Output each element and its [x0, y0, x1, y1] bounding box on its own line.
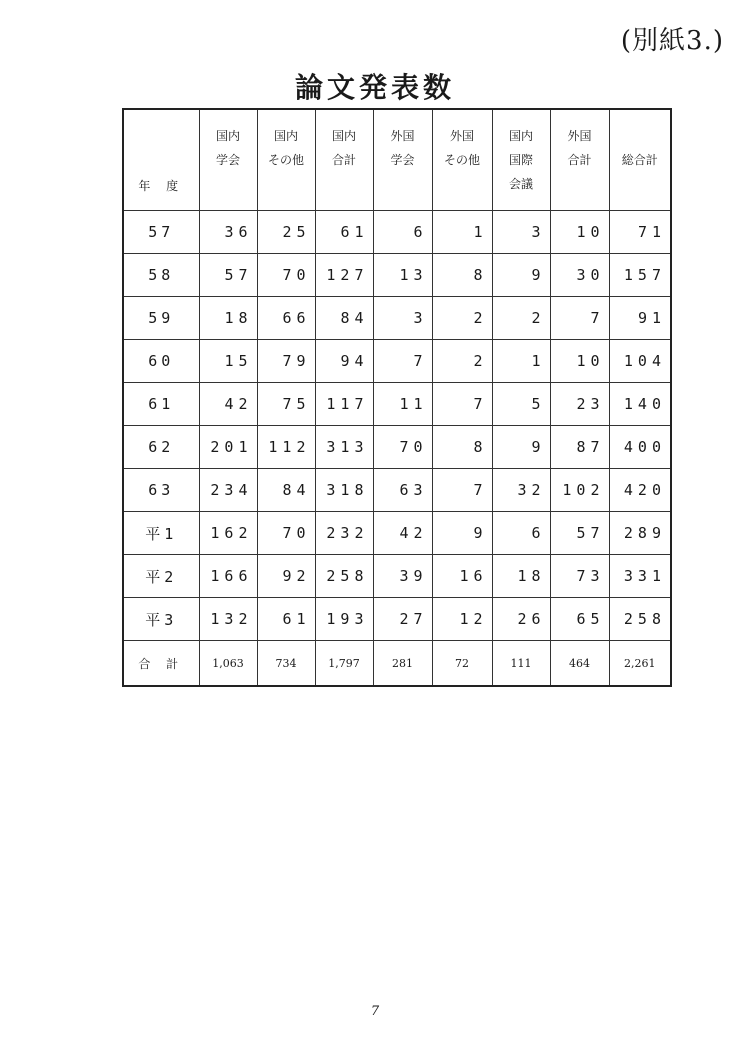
table-row: 63 234 84 318 63 7 32 102 420 — [123, 469, 671, 512]
col-domestic-other: 国内 その他 — [257, 109, 315, 211]
table-row: 60 15 79 94 7 2 1 10 104 — [123, 340, 671, 383]
table-row: 平2 166 92 258 39 16 18 73 331 — [123, 555, 671, 598]
table-row: 57 36 25 61 6 1 3 10 71 — [123, 211, 671, 254]
col-domestic-conference: 国内 学会 — [199, 109, 257, 211]
annex-label: (別紙3.) — [620, 26, 724, 56]
col-foreign-other: 外国 その他 — [432, 109, 492, 211]
header-row — [123, 109, 671, 211]
page-number: 7 — [370, 1004, 380, 1019]
publications-table — [122, 108, 672, 687]
table-row: 59 18 66 84 3 2 2 7 91 — [123, 297, 671, 340]
table-row: 平1 162 70 232 42 9 6 57 289 — [123, 512, 671, 555]
table-row: 58 57 70 127 13 8 9 30 157 — [123, 254, 671, 297]
table-row: 61 42 75 117 11 7 5 23 140 — [123, 383, 671, 426]
col-foreign-total: 外国 合計 — [550, 109, 609, 211]
page-title: 論文発表数 — [294, 71, 455, 104]
total-row: 合 計 1,063 734 1,797 281 72 111 464 2,261 — [123, 641, 671, 687]
table-row: 62 201 112 313 70 8 9 87 400 — [123, 426, 671, 469]
col-domestic-international-conference: 国内 国際 会議 — [492, 109, 550, 211]
year-header: 年 度 — [123, 109, 199, 211]
col-grand-total: 総合計 — [609, 109, 671, 211]
col-foreign-conference: 外国 学会 — [373, 109, 432, 211]
table-row: 平3 132 61 193 27 12 26 65 258 — [123, 598, 671, 641]
col-domestic-total: 国内 合計 — [315, 109, 373, 211]
